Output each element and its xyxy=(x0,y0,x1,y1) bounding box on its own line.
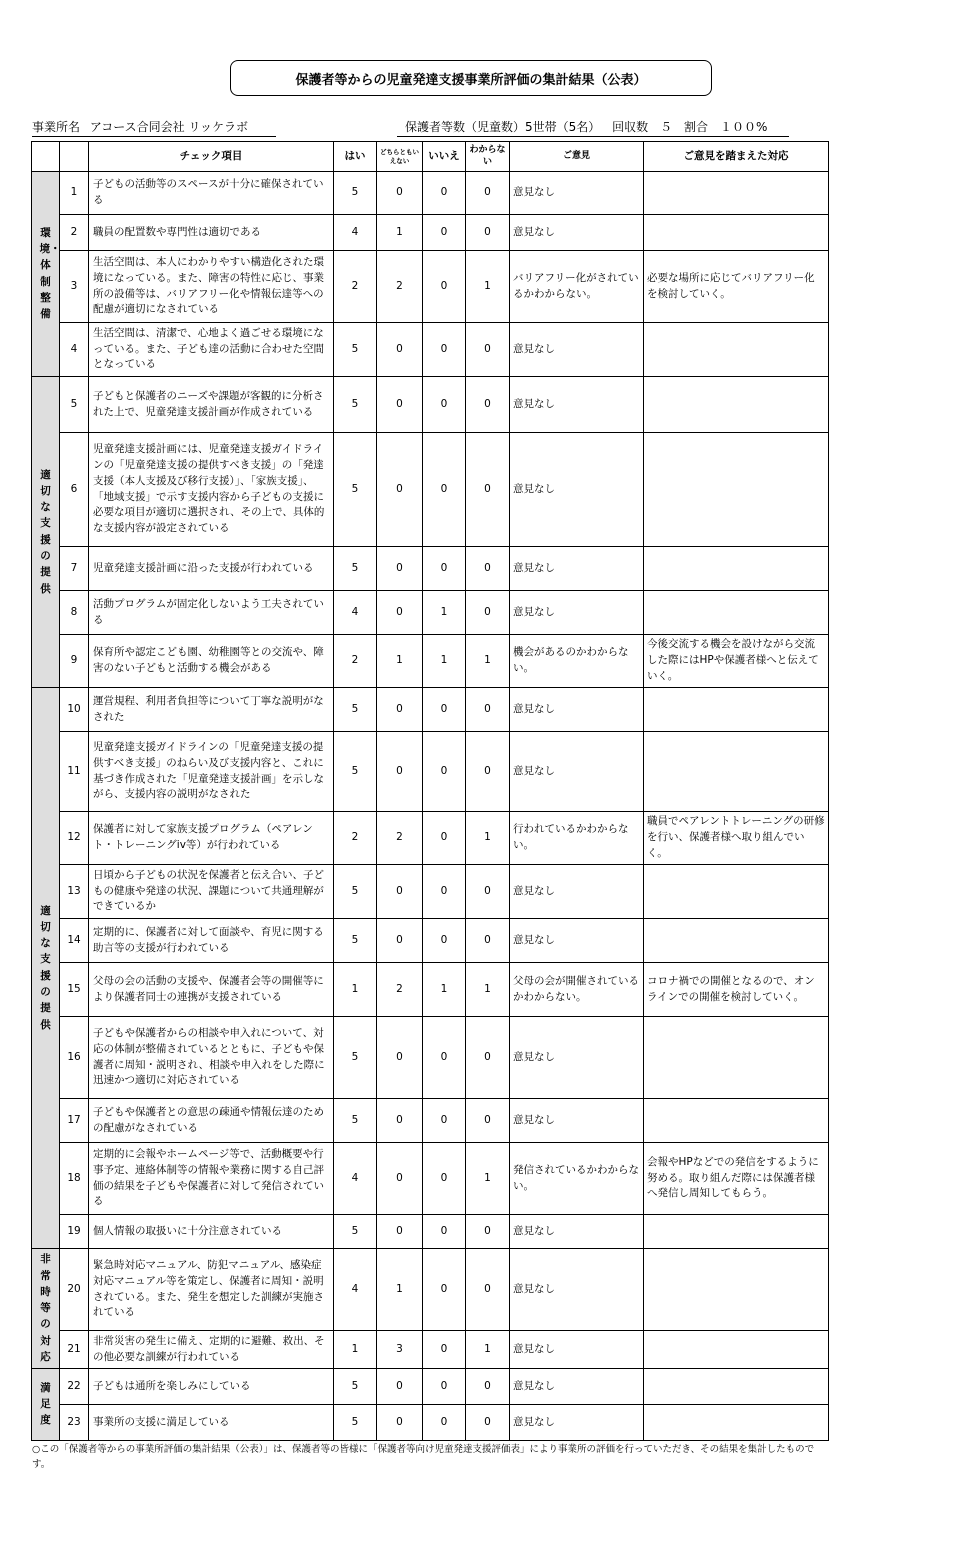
row-number: 10 xyxy=(60,688,89,732)
yes-count: 4 xyxy=(334,1249,377,1331)
no-count: 0 xyxy=(423,1405,466,1441)
opinion: 意見なし xyxy=(510,1249,644,1331)
table-row xyxy=(32,688,829,732)
response xyxy=(644,1017,829,1099)
no-count: 1 xyxy=(423,963,466,1017)
response xyxy=(644,1331,829,1369)
opinion: 意見なし xyxy=(510,547,644,591)
row-number: 15 xyxy=(60,963,89,1017)
row-number: 6 xyxy=(60,433,89,547)
response-rate: 割合 １００% xyxy=(683,120,768,134)
response xyxy=(644,732,829,812)
no-count: 0 xyxy=(423,688,466,732)
header-opinion: ご意見 xyxy=(510,142,644,172)
opinion: 意見なし xyxy=(510,215,644,251)
yes-count: 1 xyxy=(334,963,377,1017)
unknown-count: 0 xyxy=(466,688,510,732)
response xyxy=(644,1215,829,1249)
opinion: 意見なし xyxy=(510,172,644,215)
table-row xyxy=(32,919,829,963)
neutral-count: 0 xyxy=(377,323,423,377)
opinion: 発信されているかわからない。 xyxy=(510,1143,644,1215)
neutral-count: 2 xyxy=(377,963,423,1017)
unknown-count: 0 xyxy=(466,1215,510,1249)
table-row xyxy=(32,172,829,215)
table-row xyxy=(32,215,829,251)
check-item: 子どもと保護者のニーズや課題が客観的に分析された上で、児童発達支援計画が作成されている xyxy=(89,377,334,433)
unknown-count: 0 xyxy=(466,377,510,433)
unknown-count: 0 xyxy=(466,591,510,635)
opinion: 意見なし xyxy=(510,919,644,963)
no-count: 1 xyxy=(423,635,466,688)
unknown-count: 1 xyxy=(466,635,510,688)
yes-count: 4 xyxy=(334,1143,377,1215)
unknown-count: 0 xyxy=(466,1099,510,1143)
table-row xyxy=(32,812,829,865)
table-row xyxy=(32,963,829,1017)
parents-count: 保護者等数（児童数）5世帯（5名） xyxy=(405,120,601,134)
check-item: 日頃から子どもの状況を保護者と伝え合い、子どもの健康や発達の状況、課題について共通理解ができているか xyxy=(89,865,334,919)
check-item: 定期的に、保護者に対して面談や、育児に関する助言等の支援が行われている xyxy=(89,919,334,963)
yes-count: 4 xyxy=(334,591,377,635)
row-number: 21 xyxy=(60,1331,89,1369)
unknown-count: 0 xyxy=(466,215,510,251)
check-item: 個人情報の取扱いに十分注意されている xyxy=(89,1215,334,1249)
neutral-count: 0 xyxy=(377,172,423,215)
check-item: 生活空間は、本人にわかりやすい構造化された環境になっている。また、障害の特性に応じ、事業所の設備等は、バリアフリー化や情報伝達等への配慮が適切になされている xyxy=(89,251,334,323)
row-number: 20 xyxy=(60,1249,89,1331)
row-number: 23 xyxy=(60,1405,89,1441)
row-number: 16 xyxy=(60,1017,89,1099)
responses-count: 回収数 ５ xyxy=(612,120,673,134)
yes-count: 5 xyxy=(334,172,377,215)
no-count: 0 xyxy=(423,1369,466,1405)
yes-count: 4 xyxy=(334,215,377,251)
opinion: 意見なし xyxy=(510,433,644,547)
yes-count: 5 xyxy=(334,433,377,547)
parents-info xyxy=(397,118,789,137)
yes-count: 5 xyxy=(334,1405,377,1441)
check-item: 保護者に対して家族支援プログラム（ペアレント・トレーニングiv等）が行われている xyxy=(89,812,334,865)
row-number: 3 xyxy=(60,251,89,323)
unknown-count: 0 xyxy=(466,323,510,377)
neutral-count: 0 xyxy=(377,433,423,547)
header-section xyxy=(32,142,60,172)
row-number: 9 xyxy=(60,635,89,688)
section-label-text: 非常時等の対応 xyxy=(40,1253,51,1363)
neutral-count: 2 xyxy=(377,812,423,865)
no-count: 0 xyxy=(423,812,466,865)
check-item: 職員の配置数や専門性は適切である xyxy=(89,215,334,251)
no-count: 0 xyxy=(423,865,466,919)
table-row xyxy=(32,251,829,323)
row-number: 11 xyxy=(60,732,89,812)
footer-note: ○この「保護者等からの事業所評価の集計結果（公表）」は、保護者等の皆様に「保護者等向け児童発達支援評価表」により事業所の評価を行っていただき、その結果を集計したものです。 xyxy=(32,1444,815,1471)
response: コロナ禍での開催となるので、オンラインでの開催を検討していく。 xyxy=(644,963,829,1017)
check-item: 子どもの活動等のスペースが十分に確保されている xyxy=(89,172,334,215)
neutral-count: 0 xyxy=(377,919,423,963)
no-count: 0 xyxy=(423,732,466,812)
page-title-box xyxy=(230,60,712,96)
header-response: ご意見を踏まえた対応 xyxy=(644,142,829,172)
no-count: 0 xyxy=(423,377,466,433)
opinion: 意見なし xyxy=(510,1405,644,1441)
no-count: 0 xyxy=(423,919,466,963)
business-info xyxy=(32,118,276,137)
neutral-count: 0 xyxy=(377,732,423,812)
opinion: 意見なし xyxy=(510,1369,644,1405)
no-count: 1 xyxy=(423,591,466,635)
check-item: 活動プログラムが固定化しないよう工夫されている xyxy=(89,591,334,635)
header-item: チェック項目 xyxy=(89,142,334,172)
table-row xyxy=(32,377,829,433)
opinion: 意見なし xyxy=(510,1099,644,1143)
response xyxy=(644,919,829,963)
neutral-count: 0 xyxy=(377,591,423,635)
check-item: 児童発達支援ガイドラインの「児童発達支援の提供すべき支援」のねらい及び支援内容と、これに基づき作成された「児童発達支援計画」を示しながら、支援内容の説明がなされた xyxy=(89,732,334,812)
no-count: 0 xyxy=(423,1099,466,1143)
check-item: 父母の会の活動の支援や、保護者会等の開催等により保護者同士の連携が支援されている xyxy=(89,963,334,1017)
table-row xyxy=(32,865,829,919)
unknown-count: 0 xyxy=(466,547,510,591)
section-label-text: 適切な支援の提供 xyxy=(40,904,51,1031)
no-count: 0 xyxy=(423,433,466,547)
neutral-count: 3 xyxy=(377,1331,423,1369)
section-label xyxy=(32,688,60,1249)
yes-count: 5 xyxy=(334,1099,377,1143)
response xyxy=(644,1369,829,1405)
evaluation-table xyxy=(31,141,829,1441)
row-number: 5 xyxy=(60,377,89,433)
no-count: 0 xyxy=(423,1143,466,1215)
row-number: 12 xyxy=(60,812,89,865)
table-row xyxy=(32,1143,829,1215)
table-row xyxy=(32,1405,829,1441)
opinion: 意見なし xyxy=(510,377,644,433)
header-number xyxy=(60,142,89,172)
unknown-count: 1 xyxy=(466,1143,510,1215)
row-number: 18 xyxy=(60,1143,89,1215)
row-number: 7 xyxy=(60,547,89,591)
table-body xyxy=(32,172,829,1441)
check-item: 非常災害の発生に備え、定期的に避難、救出、その他必要な訓練が行われている xyxy=(89,1331,334,1369)
response xyxy=(644,1099,829,1143)
neutral-count: 1 xyxy=(377,1249,423,1331)
business-label: 事業所名 xyxy=(32,120,81,134)
yes-count: 5 xyxy=(334,865,377,919)
row-number: 2 xyxy=(60,215,89,251)
neutral-count: 2 xyxy=(377,251,423,323)
no-count: 0 xyxy=(423,1249,466,1331)
section-label-text: 環境・体制整備 xyxy=(39,226,61,321)
section-label xyxy=(32,1369,60,1441)
opinion: 意見なし xyxy=(510,1017,644,1099)
yes-count: 5 xyxy=(334,547,377,591)
opinion: 意見なし xyxy=(510,1215,644,1249)
yes-count: 1 xyxy=(334,1331,377,1369)
yes-count: 5 xyxy=(334,1017,377,1099)
response: 会報やHPなどでの発信をするように努める。取り組んだ際には保護者様へ発信し周知してもらう。 xyxy=(644,1143,829,1215)
table-row xyxy=(32,591,829,635)
check-item: 児童発達支援計画には、児童発達支援ガイドラインの「児童発達支援の提供すべき支援」の「発達支援（本人支援及び移行支援）」、「家族支援」、「地域支援」で示す支援内容から子どもの支援に必要な項目が適切に選択され、その上で、具体的な支援内容が設定されている xyxy=(89,433,334,547)
yes-count: 5 xyxy=(334,377,377,433)
neutral-count: 0 xyxy=(377,377,423,433)
neutral-count: 0 xyxy=(377,1017,423,1099)
opinion: 父母の会が開催されているかわからない。 xyxy=(510,963,644,1017)
check-item: 事業所の支援に満足している xyxy=(89,1405,334,1441)
no-count: 0 xyxy=(423,547,466,591)
check-item: 緊急時対応マニュアル、防犯マニュアル、感染症対応マニュアル等を策定し、保護者に周知・説明されている。また、発生を想定した訓練が実施されている xyxy=(89,1249,334,1331)
response xyxy=(644,688,829,732)
yes-count: 5 xyxy=(334,919,377,963)
yes-count: 5 xyxy=(334,732,377,812)
check-item: 定期的に会報やホームページ等で、活動概要や行事予定、連絡体制等の情報や業務に関する自己評価の結果を子どもや保護者に対して発信されている xyxy=(89,1143,334,1215)
unknown-count: 1 xyxy=(466,1331,510,1369)
header-no: いいえ xyxy=(423,142,466,172)
table-row xyxy=(32,732,829,812)
header-unknown: わからない xyxy=(466,142,510,172)
row-number: 22 xyxy=(60,1369,89,1405)
yes-count: 2 xyxy=(334,812,377,865)
response: 必要な場所に応じてバリアフリー化を検討していく。 xyxy=(644,251,829,323)
table-row xyxy=(32,433,829,547)
no-count: 0 xyxy=(423,251,466,323)
neutral-count: 0 xyxy=(377,1215,423,1249)
section-label-text: 適切な支援の提供 xyxy=(40,468,51,595)
opinion: 機会があるのかわからない。 xyxy=(510,635,644,688)
page-title: 保護者等からの児童発達支援事業所評価の集計結果（公表） xyxy=(295,72,647,88)
response xyxy=(644,433,829,547)
response xyxy=(644,215,829,251)
check-item: 子どもや保護者との意思の疎通や情報伝達のための配慮がなされている xyxy=(89,1099,334,1143)
unknown-count: 0 xyxy=(466,1369,510,1405)
neutral-count: 0 xyxy=(377,1369,423,1405)
table-row xyxy=(32,1331,829,1369)
unknown-count: 1 xyxy=(466,812,510,865)
opinion: 意見なし xyxy=(510,323,644,377)
check-item: 生活空間は、清潔で、心地よく過ごせる環境になっている。また、子ども達の活動に合わせた空間となっている xyxy=(89,323,334,377)
unknown-count: 1 xyxy=(466,963,510,1017)
opinion: 意見なし xyxy=(510,591,644,635)
check-item: 子どもや保護者からの相談や申入れについて、対応の体制が整備されているとともに、子どもや保護者に周知・説明され、相談や申入れをした際に迅速かつ適切に対応されている xyxy=(89,1017,334,1099)
unknown-count: 0 xyxy=(466,1249,510,1331)
section-label-text: 満足度 xyxy=(40,1381,51,1427)
header-row xyxy=(32,142,829,172)
table-row xyxy=(32,1099,829,1143)
business-name: アコース合同会社 リッケラボ xyxy=(89,120,248,134)
neutral-count: 0 xyxy=(377,688,423,732)
table-row xyxy=(32,635,829,688)
no-count: 0 xyxy=(423,1017,466,1099)
header-neutral: どちらともいえない xyxy=(377,142,423,172)
yes-count: 2 xyxy=(334,251,377,323)
opinion: 意見なし xyxy=(510,865,644,919)
unknown-count: 1 xyxy=(466,251,510,323)
no-count: 0 xyxy=(423,172,466,215)
unknown-count: 0 xyxy=(466,433,510,547)
neutral-count: 0 xyxy=(377,1143,423,1215)
response: 今後交流する機会を設けながら交流した際にはHPや保護者様へと伝えていく。 xyxy=(644,635,829,688)
neutral-count: 0 xyxy=(377,547,423,591)
response xyxy=(644,591,829,635)
yes-count: 5 xyxy=(334,323,377,377)
row-number: 14 xyxy=(60,919,89,963)
response xyxy=(644,1249,829,1331)
unknown-count: 0 xyxy=(466,172,510,215)
neutral-count: 1 xyxy=(377,635,423,688)
response xyxy=(644,172,829,215)
opinion: 意見なし xyxy=(510,732,644,812)
section-label xyxy=(32,172,60,377)
yes-count: 5 xyxy=(334,1215,377,1249)
unknown-count: 0 xyxy=(466,732,510,812)
response xyxy=(644,377,829,433)
table-row xyxy=(32,547,829,591)
unknown-count: 0 xyxy=(466,919,510,963)
check-item: 運営規程、利用者負担等について丁寧な説明がなされた xyxy=(89,688,334,732)
neutral-count: 1 xyxy=(377,215,423,251)
yes-count: 2 xyxy=(334,635,377,688)
opinion: 意見なし xyxy=(510,1331,644,1369)
no-count: 0 xyxy=(423,1331,466,1369)
table-row xyxy=(32,1369,829,1405)
opinion: 行われているかわからない。 xyxy=(510,812,644,865)
table-row xyxy=(32,1249,829,1331)
opinion: バリアフリー化がされているかわからない。 xyxy=(510,251,644,323)
row-number: 17 xyxy=(60,1099,89,1143)
table-row xyxy=(32,1017,829,1099)
unknown-count: 0 xyxy=(466,865,510,919)
neutral-count: 0 xyxy=(377,1099,423,1143)
row-number: 8 xyxy=(60,591,89,635)
check-item: 保育所や認定こども園、幼稚園等との交流や、障害のない子どもと活動する機会がある xyxy=(89,635,334,688)
table-row xyxy=(32,323,829,377)
response xyxy=(644,865,829,919)
yes-count: 5 xyxy=(334,1369,377,1405)
row-number: 13 xyxy=(60,865,89,919)
response xyxy=(644,323,829,377)
neutral-count: 0 xyxy=(377,1405,423,1441)
check-item: 児童発達支援計画に沿った支援が行われている xyxy=(89,547,334,591)
opinion: 意見なし xyxy=(510,688,644,732)
no-count: 0 xyxy=(423,323,466,377)
response xyxy=(644,1405,829,1441)
header-yes: はい xyxy=(334,142,377,172)
table-row xyxy=(32,1215,829,1249)
row-number: 19 xyxy=(60,1215,89,1249)
response xyxy=(644,547,829,591)
section-label xyxy=(32,377,60,688)
row-number: 1 xyxy=(60,172,89,215)
row-number: 4 xyxy=(60,323,89,377)
no-count: 0 xyxy=(423,1215,466,1249)
neutral-count: 0 xyxy=(377,865,423,919)
no-count: 0 xyxy=(423,215,466,251)
check-item: 子どもは通所を楽しみにしている xyxy=(89,1369,334,1405)
unknown-count: 0 xyxy=(466,1017,510,1099)
unknown-count: 0 xyxy=(466,1405,510,1441)
yes-count: 5 xyxy=(334,688,377,732)
response: 職員でペアレントトレーニングの研修を行い、保護者様へ取り組んでいく。 xyxy=(644,812,829,865)
section-label xyxy=(32,1249,60,1369)
